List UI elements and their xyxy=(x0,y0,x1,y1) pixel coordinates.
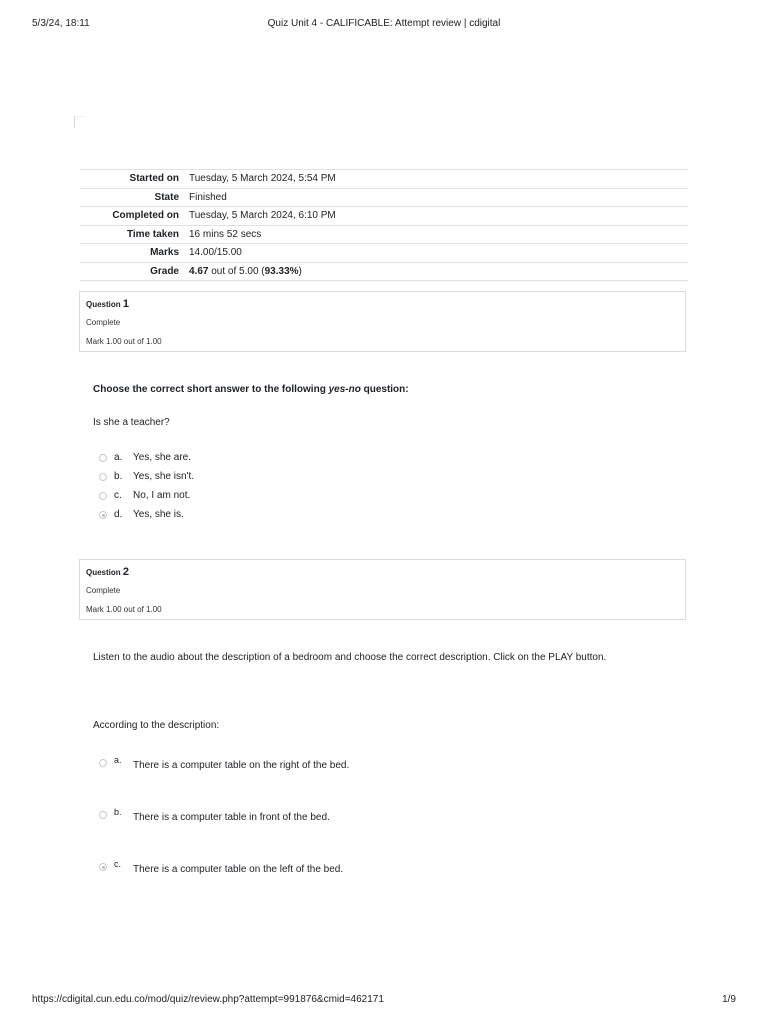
summary-label: Time taken xyxy=(80,225,189,244)
question-1-text: Is she a teacher? xyxy=(93,417,170,428)
print-header xyxy=(0,18,768,32)
prompt-text: Choose the correct short answer to the following xyxy=(93,384,329,395)
question-1-info xyxy=(79,291,686,352)
summary-value: Tuesday, 5 March 2024, 5:54 PM xyxy=(189,170,688,189)
question-1-prompt xyxy=(93,384,409,395)
grade-score: 4.67 xyxy=(189,265,209,277)
question-num: 2 xyxy=(122,566,130,578)
radio-button-icon[interactable] xyxy=(99,811,107,819)
radio-button-selected-icon[interactable] xyxy=(99,863,107,871)
summary-value: 14.00/15.00 xyxy=(189,244,688,263)
question-number xyxy=(86,298,129,310)
question-2-instruction: Listen to the audio about the description of a bedroom and choose the correct description. Click on the PLAY button. xyxy=(93,652,607,663)
question-num: 1 xyxy=(122,298,130,310)
option-letter: b. xyxy=(114,807,122,817)
option-letter: a. xyxy=(114,755,122,765)
radio-button-icon[interactable] xyxy=(99,492,107,500)
question-label: Question xyxy=(86,300,121,309)
grade-text-end: ) xyxy=(298,265,302,277)
summary-row-state xyxy=(80,188,688,207)
question-state: Complete xyxy=(86,318,121,327)
radio-button-icon[interactable] xyxy=(99,473,107,481)
grade-percent: 93.33% xyxy=(264,265,299,277)
prompt-text-end: question: xyxy=(360,384,409,395)
print-url: https://cdigital.cun.edu.co/mod/quiz/review.php?attempt=991876&cmid=462171 xyxy=(32,994,384,1005)
print-page-title: Quiz Unit 4 - CALIFICABLE: Attempt review | cdigital xyxy=(267,18,501,29)
radio-button-icon[interactable] xyxy=(99,454,107,462)
summary-row-marks xyxy=(80,244,688,263)
option-text: Yes, she are. xyxy=(133,452,192,463)
site-logo-icon xyxy=(74,116,85,128)
question-2-text: According to the description: xyxy=(93,720,220,731)
question-grade: Mark 1.00 out of 1.00 xyxy=(86,337,162,346)
option-text: Yes, she isn't. xyxy=(133,471,195,482)
option-letter: c. xyxy=(114,490,122,501)
summary-value xyxy=(189,262,688,281)
option-letter: a. xyxy=(114,452,123,463)
question-label: Question xyxy=(86,568,121,577)
attempt-summary-table xyxy=(80,169,688,281)
summary-label: Started on xyxy=(80,170,189,189)
prompt-emphasis: yes-no xyxy=(328,384,361,395)
question-number xyxy=(86,566,129,578)
summary-row-time xyxy=(80,225,688,244)
option-text: There is a computer table on the left of the bed. xyxy=(133,864,344,875)
question-2-info xyxy=(79,559,686,620)
summary-label: Grade xyxy=(80,262,189,281)
summary-label: State xyxy=(80,188,189,207)
option-text: There is a computer table in front of the bed. xyxy=(133,812,330,823)
option-letter: d. xyxy=(114,509,123,520)
option-letter: b. xyxy=(114,471,123,482)
summary-row-completed xyxy=(80,207,688,226)
print-datetime: 5/3/24, 18:11 xyxy=(32,18,90,29)
summary-value: Finished xyxy=(189,188,688,207)
print-footer xyxy=(0,994,768,1008)
summary-row-grade xyxy=(80,262,688,281)
option-text: There is a computer table on the right of the bed. xyxy=(133,760,350,771)
question-state: Complete xyxy=(86,586,121,595)
question-grade: Mark 1.00 out of 1.00 xyxy=(86,605,162,614)
radio-button-icon[interactable] xyxy=(99,759,107,767)
summary-row-started xyxy=(80,170,688,189)
summary-value: Tuesday, 5 March 2024, 6:10 PM xyxy=(189,207,688,226)
grade-text: out of 5.00 ( xyxy=(208,265,265,277)
radio-button-selected-icon[interactable] xyxy=(99,511,107,519)
print-page-number: 1/9 xyxy=(722,994,736,1005)
option-text: Yes, she is. xyxy=(133,509,184,520)
summary-label: Completed on xyxy=(80,207,189,226)
option-text: No, I am not. xyxy=(133,490,191,501)
summary-label: Marks xyxy=(80,244,189,263)
option-letter: c. xyxy=(114,859,122,869)
summary-value: 16 mins 52 secs xyxy=(189,225,688,244)
